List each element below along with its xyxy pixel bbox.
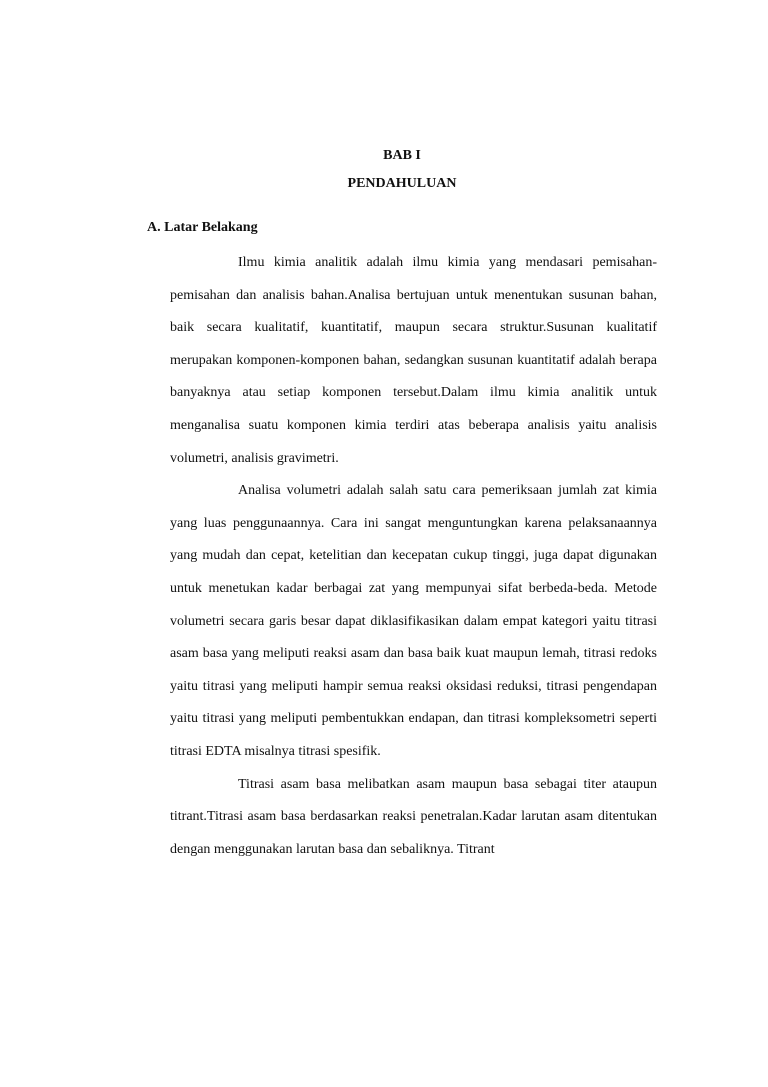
paragraph-2: Analisa volumetri adalah salah satu cara pemeriksaan jumlah zat kimia yang luas penggunaannya. Cara ini sangat menguntungkan karena pelaksanaannya yang mudah dan cepat, ketelitian dan kecepatan cukup tinggi, juga dapat digunakan untuk menetukan kadar berbagai zat yang mempunyai sifat berbeda-beda. Metode volumetri secara garis besar dapat diklasifikasikan dalam empat kategori yaitu titrasi asam basa yang meliputi reaksi asam dan basa baik kuat maupun lemah, titrasi redoks yaitu titrasi yang meliputi hampir semua reaksi oksidasi reduksi, titrasi pengendapan yaitu titrasi yang meliputi pembentukkan endapan, dan titrasi kompleksometri seperti titrasi EDTA misalnya titrasi spesifik.: [170, 483, 657, 759]
section-heading: A. Latar Belakang: [147, 220, 258, 235]
body-text: [170, 247, 657, 866]
chapter-number: BAB I: [383, 148, 421, 163]
chapter-title: PENDAHULUAN: [347, 176, 457, 191]
paragraph-1: Ilmu kimia analitik adalah ilmu kimia yang mendasari pemisahan-pemisahan dan analisis bahan.Analisa bertujuan untuk menentukan susunan bahan, baik secara kualitatif, kuantitatif, maupun secara struktur.Susunan kualitatif merupakan komponen-komponen bahan, sedangkan susunan kuantitatif adalah berapa banyaknya atau setiap komponen tersebut.Dalam ilmu kimia analitik untuk menganalisa suatu komponen kimia terdiri atas beberapa analisis yaitu analisis volumetri, analisis gravimetri.: [170, 255, 657, 466]
paragraph-3: Titrasi asam basa melibatkan asam maupun basa sebagai titer ataupun titrant.Titrasi asam basa berdasarkan reaksi penetralan.Kadar larutan asam ditentukan dengan menggunakan larutan basa dan sebaliknya. Titrant: [170, 776, 657, 857]
